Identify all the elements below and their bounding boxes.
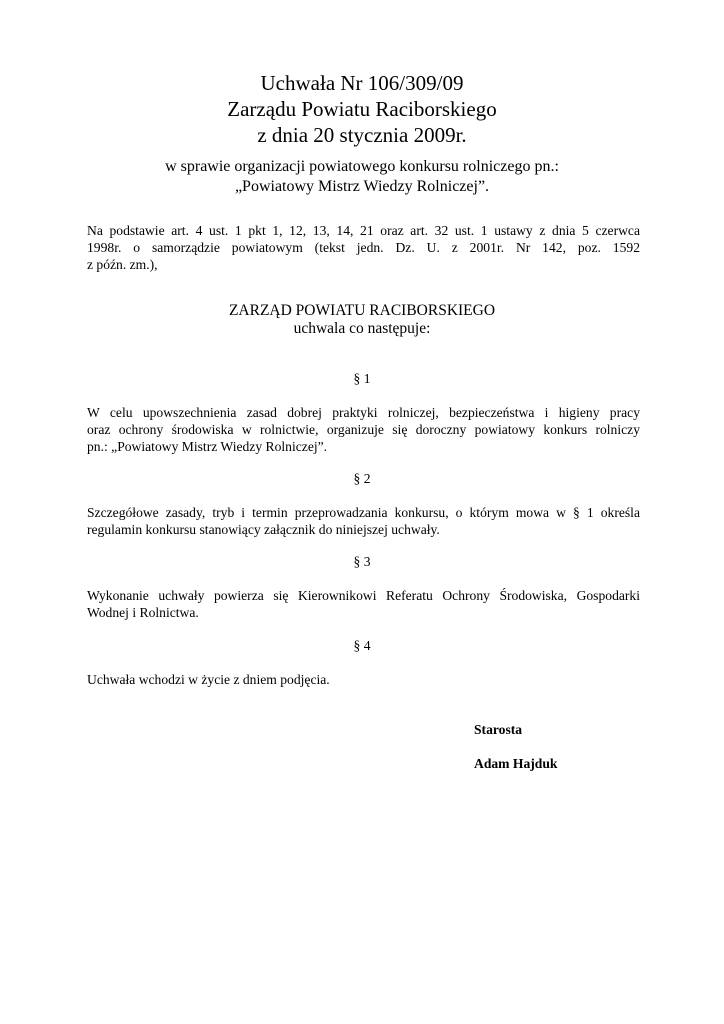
legal-basis-paragraph xyxy=(87,222,640,273)
section-line: Szczegółowe zasady, tryb i termin przeprowadzania konkursu, o którym mowa w § 1 określa xyxy=(87,505,640,520)
legal-basis-line: Na podstawie art. 4 ust. 1 pkt 1, 12, 13, 14, 21 oraz art. 32 ust. 1 ustawy z dnia 5 czerwca xyxy=(87,223,640,238)
section-line: Wykonanie uchwały powierza się Kierownikowi Referatu Ochrony Środowiska, Gospodarki xyxy=(87,588,640,603)
board-heading xyxy=(0,302,724,338)
signature-name: Adam Hajduk xyxy=(474,756,558,771)
section-3-mark: § 3 xyxy=(353,554,371,569)
board-name: ZARZĄD POWIATU RACIBORSKIEGO xyxy=(228,302,496,319)
resolution-title xyxy=(0,70,724,148)
section-1-text xyxy=(87,404,640,455)
section-line: regulamin konkursu stanowiący załącznik do niniejszej uchwały. xyxy=(87,522,440,537)
title-date: z dnia 20 stycznia 2009r. xyxy=(257,123,467,147)
section-1-mark: § 1 xyxy=(353,371,371,386)
section-line: W celu upowszechnienia zasad dobrej praktyki rolniczej, bezpieczeństwa i higieny pracy xyxy=(87,405,640,420)
section-line: oraz ochrony środowiska w rolnictwie, organizuje się doroczny powiatowy konkurs rolniczy xyxy=(87,422,640,437)
resolution-subject xyxy=(0,157,724,197)
section-4-text xyxy=(87,671,640,688)
subject-line-2: „Powiatowy Mistrz Wiedzy Rolniczej”. xyxy=(234,178,490,195)
signature-role: Starosta xyxy=(474,722,523,737)
section-line: Uchwała wchodzi w życie z dniem podjęcia. xyxy=(87,672,330,687)
section-line: Wodnej i Rolnictwa. xyxy=(87,605,199,620)
board-resolves: uchwala co następuje: xyxy=(293,320,431,337)
title-number: Uchwała Nr 106/309/09 xyxy=(260,71,464,95)
legal-basis-line: z późn. zm.), xyxy=(87,257,158,272)
section-2-mark: § 2 xyxy=(353,471,371,486)
section-3-text xyxy=(87,587,640,621)
section-4-mark: § 4 xyxy=(353,638,371,653)
section-line: pn.: „Powiatowy Mistrz Wiedzy Rolniczej”. xyxy=(87,439,328,454)
section-2-text xyxy=(87,504,640,538)
subject-line-1: w sprawie organizacji powiatowego konkursu rolniczego pn.: xyxy=(165,158,559,175)
legal-basis-line: 1998r. o samorządzie powiatowym (tekst jedn. Dz. U. z 2001r. Nr 142, poz. 1592 xyxy=(87,240,640,255)
title-authority: Zarządu Powiatu Raciborskiego xyxy=(227,97,497,121)
